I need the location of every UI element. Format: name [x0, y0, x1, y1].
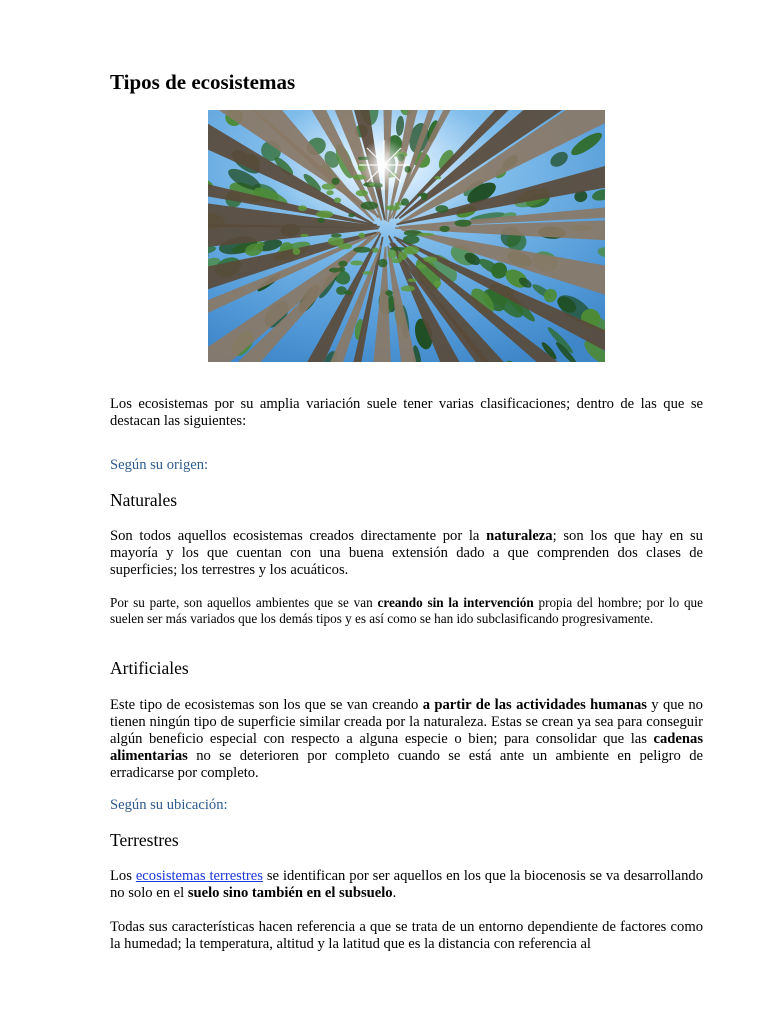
text-run: Los: [110, 868, 136, 884]
page-title: Tipos de ecosistemas: [110, 70, 296, 94]
text-run: ; son los que hay en su mayoría y los que cuentan con una buena extensión dado a que comprenden dos clases de superficies; los terrestres y los acuáticos.: [110, 528, 703, 578]
ecosistemas-terrestres-link[interactable]: ecosistemas terrestres: [135, 868, 263, 884]
text-run: .: [392, 885, 397, 901]
intro-paragraph: Los ecosistemas por su amplia variación suele tener varias clasificaciones; dentro de las que se destacan las siguientes:: [110, 396, 703, 429]
section-heading-origin: Según su origen:: [110, 457, 209, 473]
bold-term-actividades-humanas: a partir de las actividades humanas: [422, 697, 647, 713]
heading-artificiales: Artificiales: [110, 658, 189, 678]
forest-canopy-image: [208, 110, 605, 362]
text-run: Son todos aquellos ecosistemas creados directamente por la: [110, 528, 487, 544]
terrestres-paragraph-2: Todas sus características hacen referencia a que se trata de un entorno dependiente de factores como la humedad; la temperatura, altitud y la latitud que es la distancia con referencia al: [110, 919, 703, 952]
heading-terrestres: Terrestres: [110, 830, 179, 850]
section-heading-location: Según su ubicación:: [110, 797, 228, 813]
text-run: Por su parte, son aquellos ambientes que se van: [110, 595, 378, 610]
heading-naturales: Naturales: [110, 490, 178, 510]
text-run: no se deterioren por completo cuando se está ante un ambiente en peligro de erradicarse por completo.: [110, 748, 703, 781]
bold-term-naturaleza: naturaleza: [486, 528, 553, 544]
artificiales-paragraph: [110, 697, 703, 782]
naturales-paragraph-2: [110, 595, 703, 628]
bold-term-cadenas-alimentarias: cadenas alimentarias: [110, 731, 703, 764]
naturales-paragraph-1: [110, 528, 703, 579]
bold-term-sin-intervencion: creando sin la intervención: [377, 595, 534, 610]
terrestres-paragraph-1: [110, 868, 703, 902]
bold-term-subsuelo: suelo sino también en el subsuelo: [187, 885, 393, 901]
text-run: propia del hombre; por lo que suelen ser más variados que los demás tipos y es así como se han ido subclasificando progresivamente.: [110, 595, 703, 627]
text-run: se identifican por ser aquellos en los que la biocenosis se va desarrollando no solo en el: [110, 868, 703, 901]
text-run: y que no tienen ningún tipo de superficie similar creada por la naturaleza. Estas se crean ya sea para conseguir algún beneficio especial con respecto a alguna especie o bien; para consolidar que las: [110, 697, 703, 747]
text-run: Este tipo de ecosistemas son los que se van creando: [110, 697, 423, 713]
